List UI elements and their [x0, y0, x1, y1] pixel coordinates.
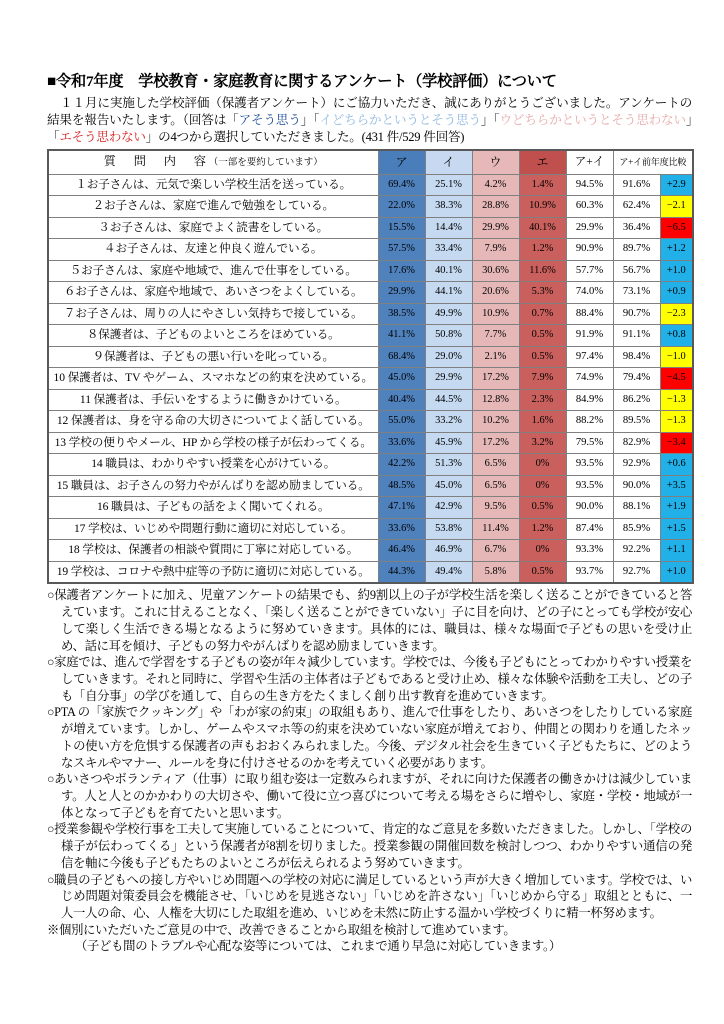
value-prev-year: 62.4% [613, 196, 660, 218]
value-u: 7.9% [472, 239, 519, 261]
value-i: 42.9% [425, 497, 472, 519]
table-row [48, 540, 693, 562]
value-i: 40.1% [425, 260, 472, 282]
value-e: 1.2% [519, 518, 566, 540]
value-u: 7.7% [472, 325, 519, 347]
table-row [48, 454, 693, 476]
value-a: 33.6% [378, 518, 425, 540]
value-prev-year: 79.4% [613, 368, 660, 390]
table-row [48, 561, 693, 583]
commentary-notes [47, 587, 692, 955]
question-text: ６お子さんは、家庭や地域で、あいさつをよくしている。 [48, 282, 378, 304]
value-year-diff: −4.5 [660, 368, 693, 390]
value-e: 0.5% [519, 346, 566, 368]
value-i: 33.4% [425, 239, 472, 261]
value-e: 0.5% [519, 561, 566, 583]
choice-label-u: ウどちらかというとそう思わない [499, 113, 686, 128]
question-text: 17 学校は、いじめや問題行動に適切に対応している。 [48, 518, 378, 540]
value-year-diff: +1.0 [660, 260, 693, 282]
value-ai-total: 93.3% [566, 540, 613, 562]
value-ai-total: 88.2% [566, 411, 613, 433]
question-text: ７お子さんは、周りの人にやさしい気持ちで接している。 [48, 303, 378, 325]
value-i: 44.1% [425, 282, 472, 304]
value-prev-year: 36.4% [613, 217, 660, 239]
value-e: 1.6% [519, 411, 566, 433]
page-title: ■令和7年度 学校教育・家庭教育に関するアンケート（学校評価）について [47, 73, 557, 90]
value-ai-total: 94.5% [566, 174, 613, 196]
table-row [48, 196, 693, 218]
table-row [48, 497, 693, 519]
value-ai-total: 93.7% [566, 561, 613, 583]
value-year-diff: −3.4 [660, 432, 693, 454]
value-u: 12.8% [472, 389, 519, 411]
value-u: 20.6% [472, 282, 519, 304]
value-u: 17.2% [472, 432, 519, 454]
value-u: 6.5% [472, 475, 519, 497]
value-u: 28.8% [472, 196, 519, 218]
value-i: 53.8% [425, 518, 472, 540]
value-ai-total: 93.5% [566, 475, 613, 497]
header-col-i: イ [425, 150, 472, 174]
value-prev-year: 90.7% [613, 303, 660, 325]
table-row [48, 303, 693, 325]
table-row [48, 432, 693, 454]
value-e: 7.9% [519, 368, 566, 390]
value-a: 33.6% [378, 432, 425, 454]
value-a: 15.5% [378, 217, 425, 239]
value-a: 42.2% [378, 454, 425, 476]
value-u: 29.9% [472, 217, 519, 239]
table-row [48, 346, 693, 368]
value-year-diff: +1.9 [660, 497, 693, 519]
note-item: ○職員の子どもへの接し方やいじめ問題への学校の対応に満足しているという声が大きく増加しています。学校では、いじめ問題対策委員会を機能させ、「いじめを見逃さない」「いじめを許さない」「いじめから守る」取組とともに、一人一人の命、心、人権を大切にした取組を進め、いじめを未然に防止する温かい学校づくりに精一杯努めます。 [47, 872, 692, 921]
table-row [48, 518, 693, 540]
header-question-sub: （一部を要約しています） [208, 158, 323, 169]
header-col-a: ア [378, 150, 425, 174]
value-a: 57.5% [378, 239, 425, 261]
value-prev-year: 82.9% [613, 432, 660, 454]
value-year-diff: −2.1 [660, 196, 693, 218]
note-item: ○保護者アンケートに加え、児童アンケートの結果でも、約9割以上の子が学校生活を楽しく送ることができていると答えています。これに甘えることなく、「楽しく送ることができていない」子に目を向け、どの子にとっても学校が安心して楽しく生活できる場となるように努めていきます。具体的には、職員は、様々な場面で子どもの思いを受け止め、話に耳を傾け、子どもの努力やがんばりを認め励ましていきます。 [47, 588, 692, 653]
value-year-diff: +1.0 [660, 561, 693, 583]
final-note: （子ども間のトラブルや心配な姿等については、これまで通り早急に対応していきます。） [75, 939, 561, 954]
value-prev-year: 92.7% [613, 561, 660, 583]
value-year-diff: −1.3 [660, 411, 693, 433]
value-u: 9.5% [472, 497, 519, 519]
question-text: １お子さんは、元気で楽しい学校生活を送っている。 [48, 174, 378, 196]
value-a: 68.4% [378, 346, 425, 368]
value-ai-total: 91.9% [566, 325, 613, 347]
value-i: 38.3% [425, 196, 472, 218]
value-i: 50.8% [425, 325, 472, 347]
table-row [48, 389, 693, 411]
table-row [48, 260, 693, 282]
question-text: 13 学校の便りやメール、HP から学校の様子が伝わってくる。 [48, 432, 378, 454]
note-item: ※個別にいただいたご意見の中で、改善できることから取組を検討して進めています。 [47, 922, 516, 937]
intro-paragraph [47, 95, 692, 146]
value-e: 0% [519, 454, 566, 476]
value-i: 33.2% [425, 411, 472, 433]
table-row [48, 368, 693, 390]
value-a: 17.6% [378, 260, 425, 282]
value-i: 49.4% [425, 561, 472, 583]
value-prev-year: 85.9% [613, 518, 660, 540]
value-ai-total: 74.9% [566, 368, 613, 390]
value-a: 47.1% [378, 497, 425, 519]
value-e: 3.2% [519, 432, 566, 454]
value-year-diff: −2.3 [660, 303, 693, 325]
value-prev-year: 92.9% [613, 454, 660, 476]
value-e: 1.2% [519, 239, 566, 261]
value-prev-year: 86.2% [613, 389, 660, 411]
value-i: 14.4% [425, 217, 472, 239]
value-ai-total: 90.9% [566, 239, 613, 261]
value-e: 11.6% [519, 260, 566, 282]
value-i: 46.9% [425, 540, 472, 562]
value-i: 29.0% [425, 346, 472, 368]
question-text: ３お子さんは、家庭でよく読書をしている。 [48, 217, 378, 239]
intro-sep-2: 」「 [480, 113, 500, 128]
value-a: 45.0% [378, 368, 425, 390]
value-prev-year: 73.1% [613, 282, 660, 304]
intro-sep-1: 」「 [300, 113, 320, 128]
value-prev-year: 98.4% [613, 346, 660, 368]
header-col-ai-total: ア+イ [566, 150, 613, 174]
value-i: 51.3% [425, 454, 472, 476]
value-e: 0% [519, 540, 566, 562]
value-u: 2.1% [472, 346, 519, 368]
table-row [48, 239, 693, 261]
header-col-u: ウ [472, 150, 519, 174]
value-ai-total: 93.5% [566, 454, 613, 476]
value-a: 40.4% [378, 389, 425, 411]
value-a: 29.9% [378, 282, 425, 304]
value-e: 1.4% [519, 174, 566, 196]
table-row [48, 217, 693, 239]
table-row [48, 174, 693, 196]
value-ai-total: 79.5% [566, 432, 613, 454]
table-row [48, 411, 693, 433]
question-text: ８保護者は、子どものよいところをほめている。 [48, 325, 378, 347]
value-prev-year: 56.7% [613, 260, 660, 282]
question-text: ５お子さんは、家庭や地域で、進んで仕事をしている。 [48, 260, 378, 282]
value-u: 4.2% [472, 174, 519, 196]
value-e: 40.1% [519, 217, 566, 239]
value-year-diff: +2.9 [660, 174, 693, 196]
survey-table-body [48, 174, 693, 583]
question-text: 12 保護者は、身を守る命の大切さについてよく話している。 [48, 411, 378, 433]
table-row [48, 282, 693, 304]
value-e: 0.7% [519, 303, 566, 325]
note-item: ○あいさつやボランティア（仕事）に取り組む姿は一定数みられますが、それに向けた保護者の働きかけは減少しています。人と人とのかかわりの大切さや、働いて役に立つ喜びについて考える場をさらに増やし、家庭・学校・地域が一体となって子どもを育てたいと思います。 [47, 772, 692, 820]
value-a: 44.3% [378, 561, 425, 583]
value-year-diff: +0.9 [660, 282, 693, 304]
survey-results-table [47, 149, 694, 584]
question-text: ４お子さんは、友達と仲良く遊んでいる。 [48, 239, 378, 261]
value-a: 41.1% [378, 325, 425, 347]
value-i: 44.5% [425, 389, 472, 411]
value-year-diff: +1.1 [660, 540, 693, 562]
value-prev-year: 89.5% [613, 411, 660, 433]
value-u: 5.8% [472, 561, 519, 583]
question-text: 16 職員は、子どもの話をよく聞いてくれる。 [48, 497, 378, 519]
value-a: 48.5% [378, 475, 425, 497]
header-col-e: エ [519, 150, 566, 174]
value-year-diff: +0.8 [660, 325, 693, 347]
value-prev-year: 89.7% [613, 239, 660, 261]
notes-list [47, 587, 692, 938]
value-a: 46.4% [378, 540, 425, 562]
question-text: 18 学校は、保護者の相談や質問に丁寧に対応している。 [48, 540, 378, 562]
header-question [48, 150, 378, 174]
value-prev-year: 91.1% [613, 325, 660, 347]
question-text: 19 学校は、コロナや熱中症等の予防に適切に対応している。 [48, 561, 378, 583]
intro-text-part1: １１月に実施した学校評価（保護者アンケート）にご協力いただき、誠にありがとうございました。アンケートの結果を報告いたします。（回答は「 [47, 96, 692, 128]
value-u: 6.5% [472, 454, 519, 476]
choice-label-a: アそう思う [238, 113, 301, 128]
value-a: 55.0% [378, 411, 425, 433]
value-e: 0% [519, 475, 566, 497]
value-i: 45.9% [425, 432, 472, 454]
value-year-diff: −1.0 [660, 346, 693, 368]
value-u: 10.9% [472, 303, 519, 325]
value-a: 69.4% [378, 174, 425, 196]
value-prev-year: 91.6% [613, 174, 660, 196]
value-ai-total: 57.7% [566, 260, 613, 282]
question-text: 14 職員は、わかりやすい授業を心がけている。 [48, 454, 378, 476]
value-year-diff: −1.3 [660, 389, 693, 411]
question-text: 10 保護者は、TV やゲーム、スマホなどの約束を決めている。 [48, 368, 378, 390]
value-e: 2.3% [519, 389, 566, 411]
note-item: ○授業参観や学校行事を工夫して実施していることについて、肯定的なご意見を多数いただきました。しかし、「学校の様子が伝わってくる」という保護者が8割を切りました。授業参観の開催回数を検討しつつ、わかりやすい通信の発信を軸に今後も子どもたちのよいところが伝えられるよう努めていきます。 [47, 822, 692, 870]
table-row [48, 325, 693, 347]
value-e: 0.5% [519, 497, 566, 519]
intro-sep-3: 」「 [47, 113, 692, 145]
value-i: 29.9% [425, 368, 472, 390]
value-i: 45.0% [425, 475, 472, 497]
value-ai-total: 97.4% [566, 346, 613, 368]
value-ai-total: 88.4% [566, 303, 613, 325]
value-prev-year: 92.2% [613, 540, 660, 562]
value-u: 10.2% [472, 411, 519, 433]
choice-label-i: イどちらかというとそう思う [319, 113, 481, 128]
note-item: ○家庭では、進んで学習をする子どもの姿が年々減少しています。学校では、今後も子どもにとってわかりやすい授業をしていきます。それと同時に、学習や生活の主体者は子どもであると受け止め、様々な体験や活動を工夫し、どの子も「自分事」の学びを通して、自らの生き方をたくましく創り出す教育を進めていきます。 [47, 655, 692, 703]
value-ai-total: 87.4% [566, 518, 613, 540]
value-a: 22.0% [378, 196, 425, 218]
value-year-diff: +0.6 [660, 454, 693, 476]
value-u: 17.2% [472, 368, 519, 390]
value-i: 25.1% [425, 174, 472, 196]
table-header-row [48, 150, 693, 174]
value-ai-total: 90.0% [566, 497, 613, 519]
question-text: ２お子さんは、家庭で進んで勉強をしている。 [48, 196, 378, 218]
header-col-prev-year-compare: ア+イ前年度比較 [613, 150, 693, 174]
value-i: 49.9% [425, 303, 472, 325]
table-row [48, 475, 693, 497]
choice-label-e: エそう思わない [59, 130, 146, 145]
question-text: ９保護者は、子どもの悪い行いを叱っている。 [48, 346, 378, 368]
value-prev-year: 90.0% [613, 475, 660, 497]
value-e: 5.3% [519, 282, 566, 304]
document-body [47, 72, 692, 955]
value-prev-year: 88.1% [613, 497, 660, 519]
value-ai-total: 29.9% [566, 217, 613, 239]
question-text: 15 職員は、お子さんの努力やがんばりを認め励ましている。 [48, 475, 378, 497]
value-u: 30.6% [472, 260, 519, 282]
value-year-diff: +3.5 [660, 475, 693, 497]
value-ai-total: 60.3% [566, 196, 613, 218]
value-ai-total: 74.0% [566, 282, 613, 304]
value-ai-total: 84.9% [566, 389, 613, 411]
value-year-diff: +1.5 [660, 518, 693, 540]
value-year-diff: +1.2 [660, 239, 693, 261]
value-u: 6.7% [472, 540, 519, 562]
value-u: 11.4% [472, 518, 519, 540]
note-item: ○PTA の「家族でクッキング」や「わが家の約束」の取組もあり、進んで仕事をしたり、あいさつをしたりしている家庭が増えています。しかし、ゲームやスマホ等の約束を決めていない家庭が増えており、仲間との関わりを通したネットの使い方を危惧する保護者の声もおおくみられました。今後、デジタル社会を生きていく子どもたちに、どのようなスキルやマナー、ルールを身に付けさせるのかを考えていく必要があります。 [47, 705, 692, 770]
intro-text-part2: 」の4つから選択していただきました。(431 件/529 件回答) [145, 130, 465, 145]
question-text: 11 保護者は、手伝いをするように働きかけている。 [48, 389, 378, 411]
value-e: 0.5% [519, 325, 566, 347]
value-year-diff: −6.5 [660, 217, 693, 239]
value-e: 10.9% [519, 196, 566, 218]
value-a: 38.5% [378, 303, 425, 325]
header-question-main: 質 問 内 容 [103, 154, 209, 169]
